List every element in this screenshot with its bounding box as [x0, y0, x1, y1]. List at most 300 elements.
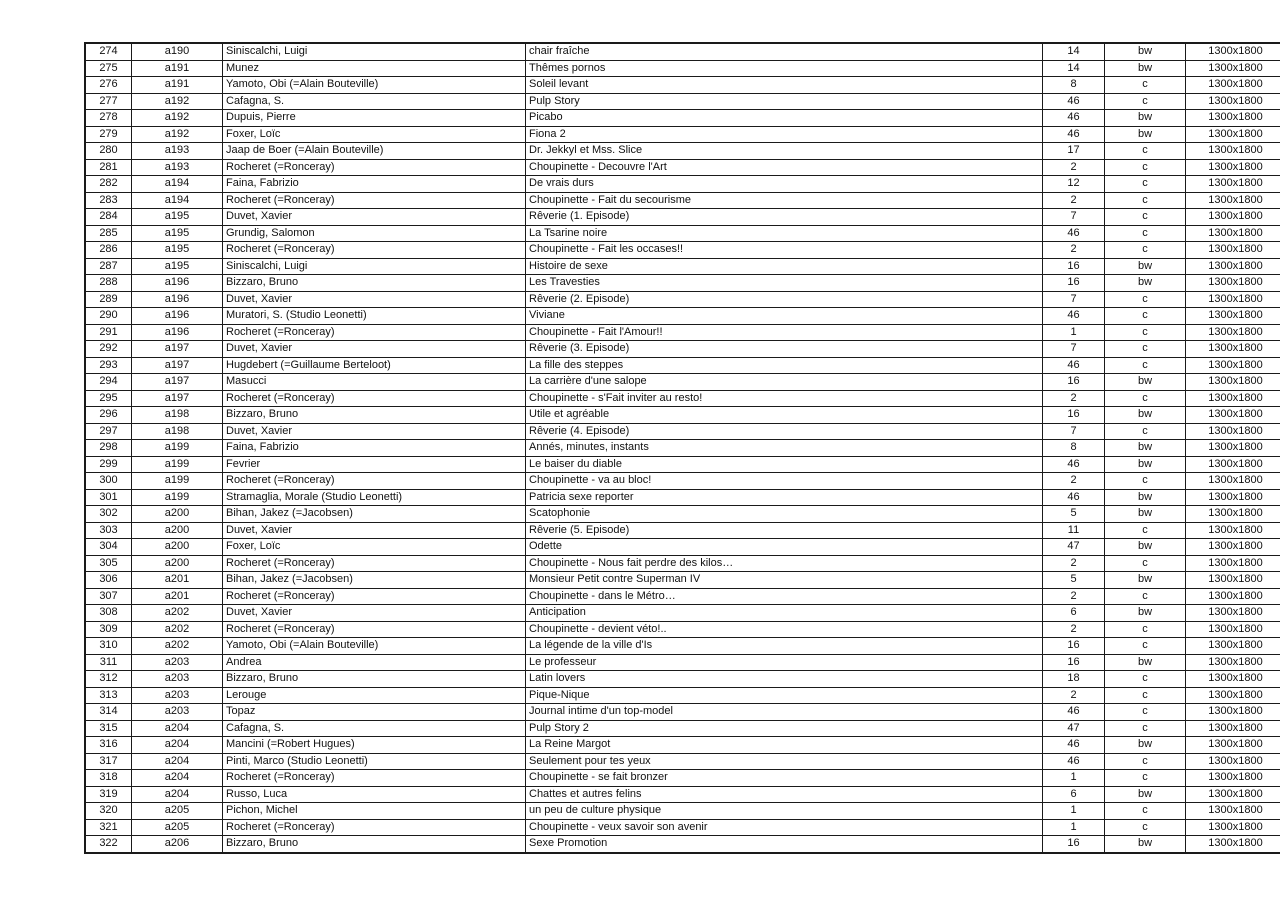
resolution-cell: 1300x1800: [1186, 621, 1280, 638]
resolution-cell: 1300x1800: [1186, 836, 1280, 853]
table-row: [85, 588, 1280, 605]
color-mode-cell: c: [1105, 555, 1186, 572]
album-code-cell: a202: [132, 605, 223, 622]
artist-cell: Rocheret (=Ronceray): [223, 473, 526, 490]
row-number-cell: 287: [85, 258, 132, 275]
resolution-cell: 1300x1800: [1186, 440, 1280, 457]
resolution-cell: 1300x1800: [1186, 291, 1280, 308]
page-count-cell: 2: [1043, 390, 1105, 407]
table-row: [85, 440, 1280, 457]
artist-cell: Pichon, Michel: [223, 803, 526, 820]
row-number-cell: 290: [85, 308, 132, 325]
resolution-cell: 1300x1800: [1186, 770, 1280, 787]
color-mode-cell: bw: [1105, 605, 1186, 622]
artist-cell: Duvet, Xavier: [223, 209, 526, 226]
page-count-cell: 46: [1043, 126, 1105, 143]
title-cell: Chattes et autres felins: [526, 786, 1043, 803]
artist-cell: Muratori, S. (Studio Leonetti): [223, 308, 526, 325]
title-cell: Dr. Jekkyl et Mss. Slice: [526, 143, 1043, 160]
title-cell: Latin lovers: [526, 671, 1043, 688]
album-code-cell: a192: [132, 126, 223, 143]
color-mode-cell: c: [1105, 819, 1186, 836]
title-cell: Choupinette - Nous fait perdre des kilos…: [526, 555, 1043, 572]
page-count-cell: 8: [1043, 440, 1105, 457]
table-row: [85, 555, 1280, 572]
title-cell: La Reine Margot: [526, 737, 1043, 754]
table-row: [85, 819, 1280, 836]
resolution-cell: 1300x1800: [1186, 341, 1280, 358]
title-cell: Les Travesties: [526, 275, 1043, 292]
catalog-table: [84, 42, 1280, 854]
table-row: [85, 638, 1280, 655]
resolution-cell: 1300x1800: [1186, 704, 1280, 721]
page-count-cell: 2: [1043, 621, 1105, 638]
title-cell: Utile et agréable: [526, 407, 1043, 424]
page-count-cell: 14: [1043, 60, 1105, 77]
album-code-cell: a193: [132, 143, 223, 160]
color-mode-cell: bw: [1105, 374, 1186, 391]
artist-cell: Grundig, Salomon: [223, 225, 526, 242]
table-row: [85, 423, 1280, 440]
table-row: [85, 43, 1280, 60]
resolution-cell: 1300x1800: [1186, 93, 1280, 110]
page-count-cell: 46: [1043, 93, 1105, 110]
title-cell: Le professeur: [526, 654, 1043, 671]
artist-cell: Siniscalchi, Luigi: [223, 258, 526, 275]
title-cell: Soleil levant: [526, 77, 1043, 94]
page-count-cell: 16: [1043, 836, 1105, 853]
row-number-cell: 301: [85, 489, 132, 506]
row-number-cell: 278: [85, 110, 132, 127]
resolution-cell: 1300x1800: [1186, 671, 1280, 688]
color-mode-cell: c: [1105, 423, 1186, 440]
artist-cell: Rocheret (=Ronceray): [223, 192, 526, 209]
resolution-cell: 1300x1800: [1186, 308, 1280, 325]
artist-cell: Rocheret (=Ronceray): [223, 159, 526, 176]
row-number-cell: 286: [85, 242, 132, 259]
title-cell: Choupinette - s'Fait inviter au resto!: [526, 390, 1043, 407]
title-cell: Picabo: [526, 110, 1043, 127]
page-count-cell: 2: [1043, 588, 1105, 605]
album-code-cell: a203: [132, 687, 223, 704]
color-mode-cell: c: [1105, 522, 1186, 539]
color-mode-cell: c: [1105, 357, 1186, 374]
table-row: [85, 341, 1280, 358]
album-code-cell: a204: [132, 786, 223, 803]
page-count-cell: 46: [1043, 737, 1105, 754]
artist-cell: Duvet, Xavier: [223, 341, 526, 358]
artist-cell: Stramaglia, Morale (Studio Leonetti): [223, 489, 526, 506]
artist-cell: Rocheret (=Ronceray): [223, 324, 526, 341]
page-count-cell: 1: [1043, 819, 1105, 836]
artist-cell: Duvet, Xavier: [223, 605, 526, 622]
row-number-cell: 289: [85, 291, 132, 308]
album-code-cell: a204: [132, 770, 223, 787]
artist-cell: Bihan, Jakez (=Jacobsen): [223, 572, 526, 589]
color-mode-cell: c: [1105, 621, 1186, 638]
color-mode-cell: bw: [1105, 506, 1186, 523]
album-code-cell: a195: [132, 258, 223, 275]
artist-cell: Rocheret (=Ronceray): [223, 555, 526, 572]
resolution-cell: 1300x1800: [1186, 159, 1280, 176]
color-mode-cell: c: [1105, 770, 1186, 787]
artist-cell: Duvet, Xavier: [223, 291, 526, 308]
artist-cell: Topaz: [223, 704, 526, 721]
color-mode-cell: c: [1105, 390, 1186, 407]
artist-cell: Rocheret (=Ronceray): [223, 390, 526, 407]
title-cell: La Tsarine noire: [526, 225, 1043, 242]
artist-cell: Munez: [223, 60, 526, 77]
table-row: [85, 291, 1280, 308]
artist-cell: Faina, Fabrizio: [223, 176, 526, 193]
album-code-cell: a203: [132, 654, 223, 671]
album-code-cell: a204: [132, 737, 223, 754]
row-number-cell: 305: [85, 555, 132, 572]
album-code-cell: a201: [132, 572, 223, 589]
album-code-cell: a205: [132, 803, 223, 820]
resolution-cell: 1300x1800: [1186, 176, 1280, 193]
table-row: [85, 753, 1280, 770]
title-cell: Thêmes pornos: [526, 60, 1043, 77]
color-mode-cell: c: [1105, 473, 1186, 490]
album-code-cell: a190: [132, 43, 223, 60]
color-mode-cell: c: [1105, 225, 1186, 242]
resolution-cell: 1300x1800: [1186, 126, 1280, 143]
title-cell: Choupinette - Fait du secourisme: [526, 192, 1043, 209]
row-number-cell: 275: [85, 60, 132, 77]
resolution-cell: 1300x1800: [1186, 357, 1280, 374]
row-number-cell: 285: [85, 225, 132, 242]
table-row: [85, 258, 1280, 275]
title-cell: Choupinette - va au bloc!: [526, 473, 1043, 490]
page-count-cell: 46: [1043, 110, 1105, 127]
page-count-cell: 1: [1043, 770, 1105, 787]
artist-cell: Duvet, Xavier: [223, 522, 526, 539]
row-number-cell: 294: [85, 374, 132, 391]
color-mode-cell: c: [1105, 341, 1186, 358]
album-code-cell: a194: [132, 176, 223, 193]
row-number-cell: 296: [85, 407, 132, 424]
color-mode-cell: bw: [1105, 126, 1186, 143]
title-cell: Le baiser du diable: [526, 456, 1043, 473]
album-code-cell: a199: [132, 489, 223, 506]
title-cell: Choupinette - Decouvre l'Art: [526, 159, 1043, 176]
album-code-cell: a199: [132, 456, 223, 473]
title-cell: Rêverie (3. Episode): [526, 341, 1043, 358]
resolution-cell: 1300x1800: [1186, 242, 1280, 259]
table-row: [85, 836, 1280, 853]
row-number-cell: 315: [85, 720, 132, 737]
table-row: [85, 572, 1280, 589]
resolution-cell: 1300x1800: [1186, 456, 1280, 473]
artist-cell: Fevrier: [223, 456, 526, 473]
title-cell: Sexe Promotion: [526, 836, 1043, 853]
table-row: [85, 621, 1280, 638]
page-count-cell: 18: [1043, 671, 1105, 688]
artist-cell: Yamoto, Obi (=Alain Bouteville): [223, 77, 526, 94]
row-number-cell: 299: [85, 456, 132, 473]
title-cell: Pique-Nique: [526, 687, 1043, 704]
title-cell: Annés, minutes, instants: [526, 440, 1043, 457]
color-mode-cell: c: [1105, 291, 1186, 308]
table-row: [85, 456, 1280, 473]
row-number-cell: 321: [85, 819, 132, 836]
page-count-cell: 2: [1043, 242, 1105, 259]
page-count-cell: 16: [1043, 374, 1105, 391]
resolution-cell: 1300x1800: [1186, 786, 1280, 803]
artist-cell: Faina, Fabrizio: [223, 440, 526, 457]
color-mode-cell: c: [1105, 753, 1186, 770]
page-count-cell: 8: [1043, 77, 1105, 94]
artist-cell: Bizzaro, Bruno: [223, 407, 526, 424]
resolution-cell: 1300x1800: [1186, 720, 1280, 737]
color-mode-cell: bw: [1105, 440, 1186, 457]
resolution-cell: 1300x1800: [1186, 60, 1280, 77]
table-row: [85, 803, 1280, 820]
title-cell: Choupinette - Fait l'Amour!!: [526, 324, 1043, 341]
album-code-cell: a197: [132, 341, 223, 358]
color-mode-cell: c: [1105, 638, 1186, 655]
resolution-cell: 1300x1800: [1186, 539, 1280, 556]
resolution-cell: 1300x1800: [1186, 638, 1280, 655]
color-mode-cell: bw: [1105, 275, 1186, 292]
color-mode-cell: c: [1105, 704, 1186, 721]
title-cell: Journal intime d'un top-model: [526, 704, 1043, 721]
page-count-cell: 2: [1043, 555, 1105, 572]
page-count-cell: 5: [1043, 506, 1105, 523]
title-cell: un peu de culture physique: [526, 803, 1043, 820]
table-row: [85, 126, 1280, 143]
table-row: [85, 506, 1280, 523]
row-number-cell: 306: [85, 572, 132, 589]
artist-cell: Siniscalchi, Luigi: [223, 43, 526, 60]
color-mode-cell: bw: [1105, 60, 1186, 77]
title-cell: Monsieur Petit contre Superman IV: [526, 572, 1043, 589]
table-row: [85, 770, 1280, 787]
album-code-cell: a204: [132, 720, 223, 737]
color-mode-cell: bw: [1105, 539, 1186, 556]
table-row: [85, 737, 1280, 754]
artist-cell: Rocheret (=Ronceray): [223, 242, 526, 259]
color-mode-cell: c: [1105, 803, 1186, 820]
resolution-cell: 1300x1800: [1186, 407, 1280, 424]
page-count-cell: 7: [1043, 291, 1105, 308]
page-count-cell: 46: [1043, 704, 1105, 721]
row-number-cell: 320: [85, 803, 132, 820]
artist-cell: Russo, Luca: [223, 786, 526, 803]
resolution-cell: 1300x1800: [1186, 473, 1280, 490]
resolution-cell: 1300x1800: [1186, 555, 1280, 572]
color-mode-cell: bw: [1105, 489, 1186, 506]
resolution-cell: 1300x1800: [1186, 374, 1280, 391]
row-number-cell: 307: [85, 588, 132, 605]
artist-cell: Bizzaro, Bruno: [223, 671, 526, 688]
page-count-cell: 46: [1043, 456, 1105, 473]
page-count-cell: 2: [1043, 159, 1105, 176]
artist-cell: Rocheret (=Ronceray): [223, 588, 526, 605]
color-mode-cell: bw: [1105, 258, 1186, 275]
artist-cell: Dupuis, Pierre: [223, 110, 526, 127]
page-count-cell: 16: [1043, 638, 1105, 655]
color-mode-cell: bw: [1105, 786, 1186, 803]
row-number-cell: 317: [85, 753, 132, 770]
row-number-cell: 297: [85, 423, 132, 440]
row-number-cell: 284: [85, 209, 132, 226]
album-code-cell: a200: [132, 539, 223, 556]
artist-cell: Cafagna, S.: [223, 93, 526, 110]
color-mode-cell: c: [1105, 93, 1186, 110]
page-count-cell: 16: [1043, 407, 1105, 424]
album-code-cell: a197: [132, 357, 223, 374]
row-number-cell: 322: [85, 836, 132, 853]
color-mode-cell: c: [1105, 687, 1186, 704]
color-mode-cell: bw: [1105, 572, 1186, 589]
row-number-cell: 319: [85, 786, 132, 803]
artist-cell: Lerouge: [223, 687, 526, 704]
row-number-cell: 311: [85, 654, 132, 671]
table-row: [85, 390, 1280, 407]
table-row: [85, 605, 1280, 622]
row-number-cell: 281: [85, 159, 132, 176]
row-number-cell: 298: [85, 440, 132, 457]
table-row: [85, 209, 1280, 226]
resolution-cell: 1300x1800: [1186, 77, 1280, 94]
row-number-cell: 292: [85, 341, 132, 358]
page-count-cell: 16: [1043, 275, 1105, 292]
table-row: [85, 324, 1280, 341]
table-row: [85, 522, 1280, 539]
row-number-cell: 318: [85, 770, 132, 787]
page-count-cell: 46: [1043, 753, 1105, 770]
color-mode-cell: c: [1105, 324, 1186, 341]
table-row: [85, 704, 1280, 721]
artist-cell: Duvet, Xavier: [223, 423, 526, 440]
title-cell: La légende de la ville d'Is: [526, 638, 1043, 655]
color-mode-cell: c: [1105, 192, 1186, 209]
row-number-cell: 304: [85, 539, 132, 556]
page-count-cell: 17: [1043, 143, 1105, 160]
resolution-cell: 1300x1800: [1186, 654, 1280, 671]
color-mode-cell: bw: [1105, 737, 1186, 754]
page-count-cell: 47: [1043, 539, 1105, 556]
album-code-cell: a201: [132, 588, 223, 605]
table-row: [85, 687, 1280, 704]
album-code-cell: a193: [132, 159, 223, 176]
title-cell: Rêverie (4. Episode): [526, 423, 1043, 440]
table-row: [85, 60, 1280, 77]
album-code-cell: a192: [132, 93, 223, 110]
title-cell: Rêverie (1. Episode): [526, 209, 1043, 226]
album-code-cell: a199: [132, 473, 223, 490]
page-count-cell: 6: [1043, 786, 1105, 803]
resolution-cell: 1300x1800: [1186, 819, 1280, 836]
album-code-cell: a196: [132, 308, 223, 325]
row-number-cell: 283: [85, 192, 132, 209]
table-row: [85, 159, 1280, 176]
album-code-cell: a204: [132, 753, 223, 770]
page-count-cell: 11: [1043, 522, 1105, 539]
resolution-cell: 1300x1800: [1186, 390, 1280, 407]
artist-cell: Hugdebert (=Guillaume Berteloot): [223, 357, 526, 374]
artist-cell: Rocheret (=Ronceray): [223, 819, 526, 836]
color-mode-cell: bw: [1105, 407, 1186, 424]
title-cell: Seulement pour tes yeux: [526, 753, 1043, 770]
table-row: [85, 374, 1280, 391]
table-row: [85, 671, 1280, 688]
resolution-cell: 1300x1800: [1186, 489, 1280, 506]
page-count-cell: 16: [1043, 258, 1105, 275]
page-count-cell: 7: [1043, 209, 1105, 226]
row-number-cell: 302: [85, 506, 132, 523]
page-count-cell: 46: [1043, 308, 1105, 325]
page-count-cell: 46: [1043, 357, 1105, 374]
page-count-cell: 2: [1043, 473, 1105, 490]
color-mode-cell: c: [1105, 77, 1186, 94]
title-cell: Anticipation: [526, 605, 1043, 622]
artist-cell: Cafagna, S.: [223, 720, 526, 737]
title-cell: Histoire de sexe: [526, 258, 1043, 275]
resolution-cell: 1300x1800: [1186, 192, 1280, 209]
color-mode-cell: c: [1105, 308, 1186, 325]
album-code-cell: a192: [132, 110, 223, 127]
title-cell: Choupinette - veux savoir son avenir: [526, 819, 1043, 836]
resolution-cell: 1300x1800: [1186, 43, 1280, 60]
row-number-cell: 276: [85, 77, 132, 94]
album-code-cell: a191: [132, 60, 223, 77]
row-number-cell: 293: [85, 357, 132, 374]
resolution-cell: 1300x1800: [1186, 110, 1280, 127]
title-cell: chair fraîche: [526, 43, 1043, 60]
table-row: [85, 275, 1280, 292]
album-code-cell: a203: [132, 704, 223, 721]
row-number-cell: 303: [85, 522, 132, 539]
album-code-cell: a197: [132, 390, 223, 407]
album-code-cell: a200: [132, 506, 223, 523]
title-cell: Rêverie (2. Episode): [526, 291, 1043, 308]
resolution-cell: 1300x1800: [1186, 258, 1280, 275]
title-cell: Choupinette - Fait les occases!!: [526, 242, 1043, 259]
title-cell: Viviane: [526, 308, 1043, 325]
resolution-cell: 1300x1800: [1186, 687, 1280, 704]
album-code-cell: a195: [132, 225, 223, 242]
page-count-cell: 7: [1043, 341, 1105, 358]
table-row: [85, 143, 1280, 160]
color-mode-cell: bw: [1105, 456, 1186, 473]
row-number-cell: 288: [85, 275, 132, 292]
album-code-cell: a202: [132, 621, 223, 638]
table-row: [85, 93, 1280, 110]
album-code-cell: a200: [132, 555, 223, 572]
table-row: [85, 110, 1280, 127]
resolution-cell: 1300x1800: [1186, 275, 1280, 292]
page-count-cell: 6: [1043, 605, 1105, 622]
page-count-cell: 46: [1043, 489, 1105, 506]
title-cell: Fiona 2: [526, 126, 1043, 143]
table-row: [85, 720, 1280, 737]
album-code-cell: a195: [132, 242, 223, 259]
resolution-cell: 1300x1800: [1186, 572, 1280, 589]
color-mode-cell: bw: [1105, 836, 1186, 853]
album-code-cell: a196: [132, 324, 223, 341]
album-code-cell: a198: [132, 423, 223, 440]
color-mode-cell: bw: [1105, 43, 1186, 60]
resolution-cell: 1300x1800: [1186, 737, 1280, 754]
resolution-cell: 1300x1800: [1186, 506, 1280, 523]
color-mode-cell: c: [1105, 159, 1186, 176]
artist-cell: Bizzaro, Bruno: [223, 275, 526, 292]
page-count-cell: 16: [1043, 654, 1105, 671]
page-count-cell: 12: [1043, 176, 1105, 193]
